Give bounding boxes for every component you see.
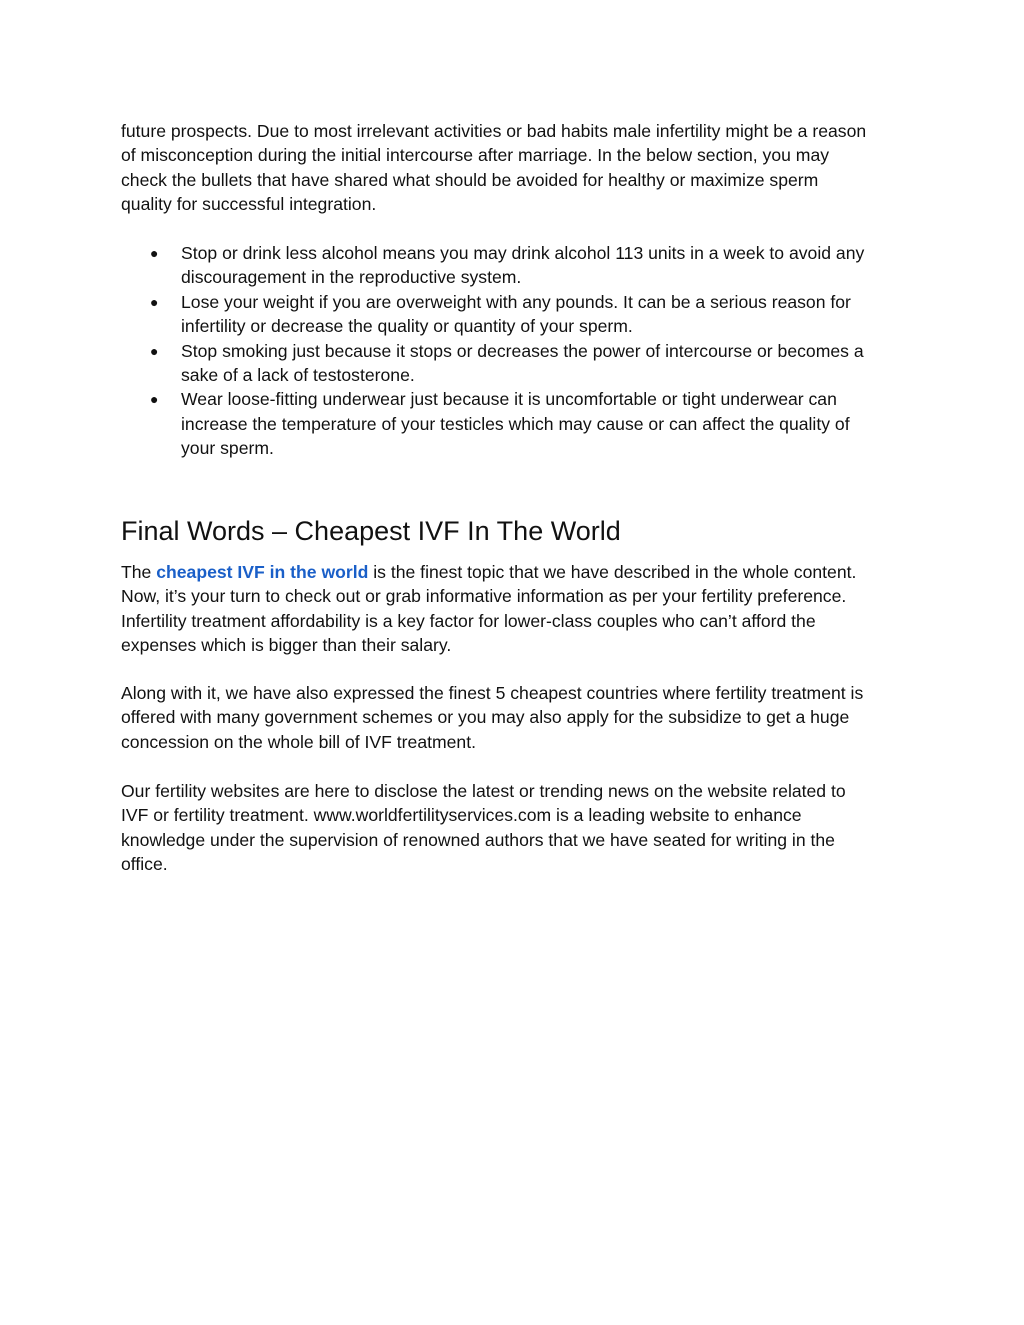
text-line: offered with many government schemes or you may also apply for the subsidize to get a huge	[121, 707, 850, 728]
text-line: Lose your weight if you are overweight with any pounds. It can be a serious reason for	[181, 291, 851, 312]
bullet-icon: ●	[150, 391, 159, 408]
bullet-icon: ●	[150, 245, 159, 261]
bullet-icon: ●	[150, 293, 159, 310]
text-line: quality for successful integration.	[121, 194, 377, 215]
text-line: check the bullets that have shared what should be avoided for healthy or maximize sperm	[121, 169, 819, 190]
text-line: increase the temperature of your testicles which may cause or can affect the quality of	[181, 413, 850, 434]
text-line: Our fertility websites are here to disclose the latest or trending news on the website related to	[121, 781, 846, 801]
text-line: expenses which is bigger than their salary.	[121, 635, 452, 656]
text-line: of misconception during the initial intercourse after marriage. In the below section, you may	[121, 145, 830, 166]
list-item	[121, 387, 864, 460]
paragraph-2	[121, 681, 863, 754]
text-line: concession on the whole bill of IVF treatment.	[121, 731, 476, 752]
text-line: infertility or decrease the quality or quantity of your sperm.	[181, 316, 633, 337]
text-line: sake of a lack of testosterone.	[181, 365, 415, 386]
intro-paragraph	[121, 119, 866, 217]
text-line: Now, it’s your turn to check out or grab informative information as per your fertility preference.	[121, 586, 847, 607]
list-item	[121, 241, 864, 290]
bullet-list	[121, 241, 864, 461]
list-item	[121, 290, 864, 339]
text-span: is the finest topic that we have described in the whole content.	[368, 562, 857, 582]
section-heading: Final Words – Cheapest IVF In The World	[121, 516, 621, 546]
text-line: office.	[121, 854, 168, 875]
text-line: Stop smoking just because it stops or decreases the power of intercourse or becomes a	[181, 340, 864, 361]
text-span: The	[121, 562, 157, 582]
paragraph-1	[121, 560, 856, 658]
text-line	[121, 560, 856, 584]
text-line: Infertility treatment affordability is a key factor for lower-class couples who can’t afford the	[121, 610, 816, 631]
text-line: Wear loose-fitting underwear just because it is uncomfortable or tight underwear can	[181, 389, 837, 410]
text-line: your sperm.	[181, 438, 274, 459]
cheapest-ivf-link[interactable]: cheapest IVF in the world	[156, 562, 369, 582]
text-line: Stop or drink less alcohol means you may drink alcohol 113 units in a week to avoid any	[181, 243, 865, 263]
paragraph-3	[121, 779, 846, 877]
text-line: IVF or fertility treatment. www.worldfertilityservices.com is a leading website to enhance	[121, 805, 802, 826]
text-line: discouragement in the reproductive system.	[181, 267, 522, 288]
text-line: knowledge under the supervision of renowned authors that we have seated for writing in the	[121, 829, 835, 850]
list-item	[121, 339, 864, 388]
text-line: Along with it, we have also expressed the finest 5 cheapest countries where fertility treatment is	[121, 683, 864, 703]
text-line: future prospects. Due to most irrelevant activities or bad habits male infertility might be a reason	[121, 121, 867, 141]
bullet-icon: ●	[150, 342, 159, 359]
